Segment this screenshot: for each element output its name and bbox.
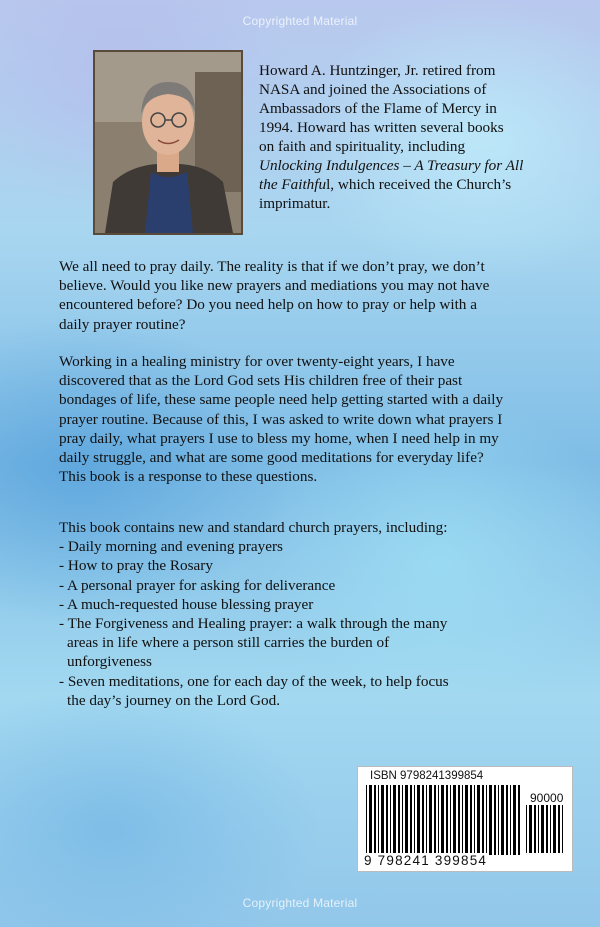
list-item-continued: areas in life where a person still carries the burden of: [67, 634, 390, 652]
bio-line: imprimatur.: [259, 195, 331, 212]
paragraph-healing-ministry: [59, 352, 549, 486]
text-line: prayer routine. Because of this, I was asked to write down what prayers I: [59, 410, 503, 428]
bio-line: NASA and joined the Associations of: [259, 81, 487, 98]
list-item-continued: the day’s journey on the Lord God.: [67, 691, 281, 709]
list-item: - Daily morning and evening prayers: [59, 538, 283, 556]
barcode: [357, 766, 573, 872]
ean-barcode-bars: [366, 785, 522, 855]
list-item: - A personal prayer for asking for deliverance: [59, 576, 336, 594]
list-item: - How to pray the Rosary: [59, 557, 213, 575]
text-line: bondages of life, these same people need help getting started with a daily: [59, 391, 504, 409]
book-title: Unlocking Indulgences – A Treasury for All: [259, 157, 524, 174]
list-item: - A much-requested house blessing prayer: [59, 595, 314, 613]
text-line: discovered that as the Lord God sets His children free of their past: [59, 372, 463, 390]
paragraph-pray-daily: [59, 257, 549, 334]
author-portrait-image: [95, 52, 241, 233]
text-line: This book is a response to these questions.: [59, 468, 318, 486]
text-line: encountered before? Do you need help on how to pray or help with a: [59, 296, 477, 314]
bio-text: l, which received the Church’s: [326, 176, 512, 193]
bio-line: 1994. Howard has written several books: [259, 119, 504, 136]
bio-line: [259, 175, 559, 194]
paragraph-book-contents: [59, 518, 549, 710]
text-line: Working in a healing ministry for over twenty-eight years, I have: [59, 353, 455, 370]
bio-line: Ambassadors of the Flame of Mercy in: [259, 100, 497, 117]
isbn-digits: 9 798241 399854: [364, 853, 488, 868]
price-code: 90000: [530, 791, 564, 805]
list-intro: This book contains new and standard church prayers, including:: [59, 519, 448, 536]
isbn-label: ISBN 9798241399854: [370, 770, 484, 782]
bio-line: [259, 156, 559, 175]
text-line: daily struggle, and what are some good meditations for everyday life?: [59, 449, 484, 467]
list-item-continued: unforgiveness: [67, 653, 152, 671]
bio-line: on faith and spirituality, including: [259, 138, 466, 155]
author-bio: [259, 61, 559, 213]
text-line: We all need to pray daily. The reality is that if we don’t pray, we don’t: [59, 258, 485, 275]
watermark-bottom: Copyrighted Material: [242, 896, 358, 910]
contents-list: [59, 537, 549, 710]
watermark-top: Copyrighted Material: [242, 14, 358, 28]
addon-barcode-bars: [526, 805, 566, 853]
text-line: daily prayer routine?: [59, 315, 186, 333]
author-photo: [93, 50, 243, 235]
bio-line: Howard A. Huntzinger, Jr. retired from: [259, 62, 496, 79]
list-item: - Seven meditations, one for each day of the week, to help focus: [59, 672, 449, 690]
book-title-end: the Faithfu: [259, 176, 327, 193]
text-line: pray daily, what prayers I use to bless my home, when I need help in my: [59, 429, 499, 447]
text-line: believe. Would you like new prayers and mediations you may not have: [59, 277, 490, 295]
list-item: - The Forgiveness and Healing prayer: a walk through the many: [59, 615, 448, 633]
